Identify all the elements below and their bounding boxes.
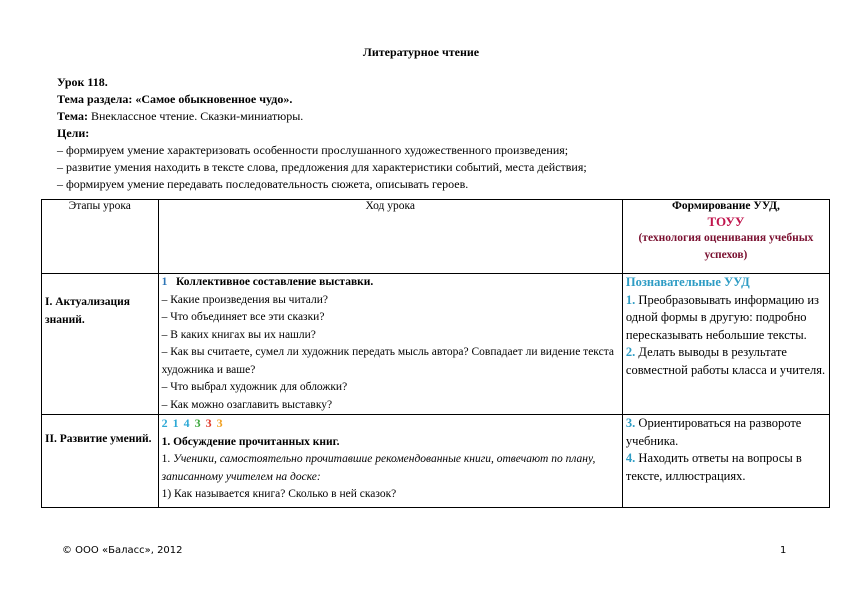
- process-cell: [158, 274, 622, 415]
- uud-title: Формирование УУД,: [672, 200, 780, 212]
- code-digit: 1: [172, 416, 179, 430]
- uud-item: [626, 344, 826, 379]
- code-digit: 4: [183, 416, 190, 430]
- uud-item-text: Ориентироваться на развороте учебника.: [625, 416, 802, 448]
- paragraph-text: Ученики, самостоятельно прочитавшие рекомендованные книги, отвечают по плану, записанному учителем на доске:: [161, 453, 596, 483]
- touu-title: ТОУУ: [707, 214, 745, 229]
- col-header-stages: Этапы урока: [42, 200, 159, 274]
- code-digit: 2: [161, 416, 168, 430]
- topic-label: Тема:: [57, 109, 88, 123]
- uud-cell: [622, 415, 829, 508]
- code-digit: 3: [205, 416, 212, 430]
- goal-item: – формируем умение характеризовать особенности прослушанного художественного произведения;: [57, 143, 569, 157]
- uud-item-number: 2.: [625, 345, 636, 359]
- question-line: – Что выбрал художник для обложки?: [161, 381, 348, 393]
- col-header-uud: [622, 200, 829, 274]
- uud-item: [626, 415, 826, 450]
- document-title: Литературное чтение: [362, 45, 480, 59]
- table-row: [42, 415, 830, 508]
- activity-number: 1: [161, 276, 168, 288]
- question-line: – Как можно озаглавить выставку?: [161, 398, 333, 411]
- code-digit: 3: [216, 416, 223, 430]
- col-header-process: Ход урока: [158, 200, 622, 274]
- goal-item: – формируем умение передавать последовательность сюжета, описывать героев.: [57, 177, 469, 191]
- section-topic: Тема раздела: «Самое обыкновенное чудо».: [57, 92, 293, 106]
- process-cell: [158, 415, 622, 508]
- uud-item-number: 3.: [625, 416, 636, 430]
- uud-item-number: 1.: [625, 292, 636, 307]
- table-header-row: [42, 200, 830, 274]
- question-line: 1) Как называется книга? Сколько в ней сказок?: [161, 488, 397, 500]
- topic-text: Внеклассное чтение. Сказки-миниатюры.: [87, 109, 304, 123]
- lesson-number: Урок 118.: [57, 75, 108, 89]
- lesson-header: [57, 74, 587, 193]
- paragraph-number: 1.: [161, 453, 174, 465]
- activity-heading: [162, 274, 619, 292]
- touu-description: (технология оценивания учебных успехов): [638, 232, 814, 261]
- uud-item-text: Делать выводы в результате совместной работы класса и учителя.: [625, 345, 826, 377]
- stage-name: II. Развитие умений.: [45, 433, 152, 445]
- activity-paragraph: [162, 451, 619, 486]
- copyright-footer: © ООО «Баласс», 2012: [62, 545, 183, 556]
- uud-item-text: Находить ответы на вопросы в тексте, иллюстрациях.: [625, 451, 802, 483]
- uud-item: [626, 450, 826, 485]
- lesson-plan-table: [41, 199, 830, 508]
- touu-codes: [162, 415, 619, 434]
- cognitive-uud-title: Познавательные УУД: [625, 275, 750, 289]
- question-line: – Что объединяет все эти сказки?: [161, 311, 325, 323]
- stage-cell: [42, 415, 159, 508]
- uud-cell: [622, 274, 829, 415]
- goal-item: – развитие умения находить в тексте слова, предложения для характеристики событий, места действия;: [57, 160, 587, 174]
- stage-name: I. Актуализация знаний.: [45, 296, 131, 326]
- uud-item-number: 4.: [625, 451, 636, 465]
- code-digit: 3: [194, 416, 201, 430]
- question-line: – В каких книгах вы их нашли?: [161, 328, 316, 341]
- goals-label: Цели:: [57, 126, 90, 140]
- activity-title: Коллективное составление выставки.: [175, 276, 374, 288]
- activity-title: 1. Обсуждение прочитанных книг.: [161, 435, 340, 448]
- page-number: 1: [780, 545, 787, 556]
- question-line: – Какие произведения вы читали?: [161, 293, 328, 306]
- stage-cell: [42, 274, 159, 415]
- question-line: – Как вы считаете, сумел ли художник передать мысль автора? Совпадает ли видение текста художника и ваше?: [161, 346, 614, 376]
- table-row: [42, 274, 830, 415]
- uud-item-text: Преобразовывать информацию из одной формы в другую: подробно пересказывать небольшие тексты.: [625, 292, 819, 342]
- lesson-topic: [57, 108, 587, 125]
- uud-item: [626, 292, 826, 345]
